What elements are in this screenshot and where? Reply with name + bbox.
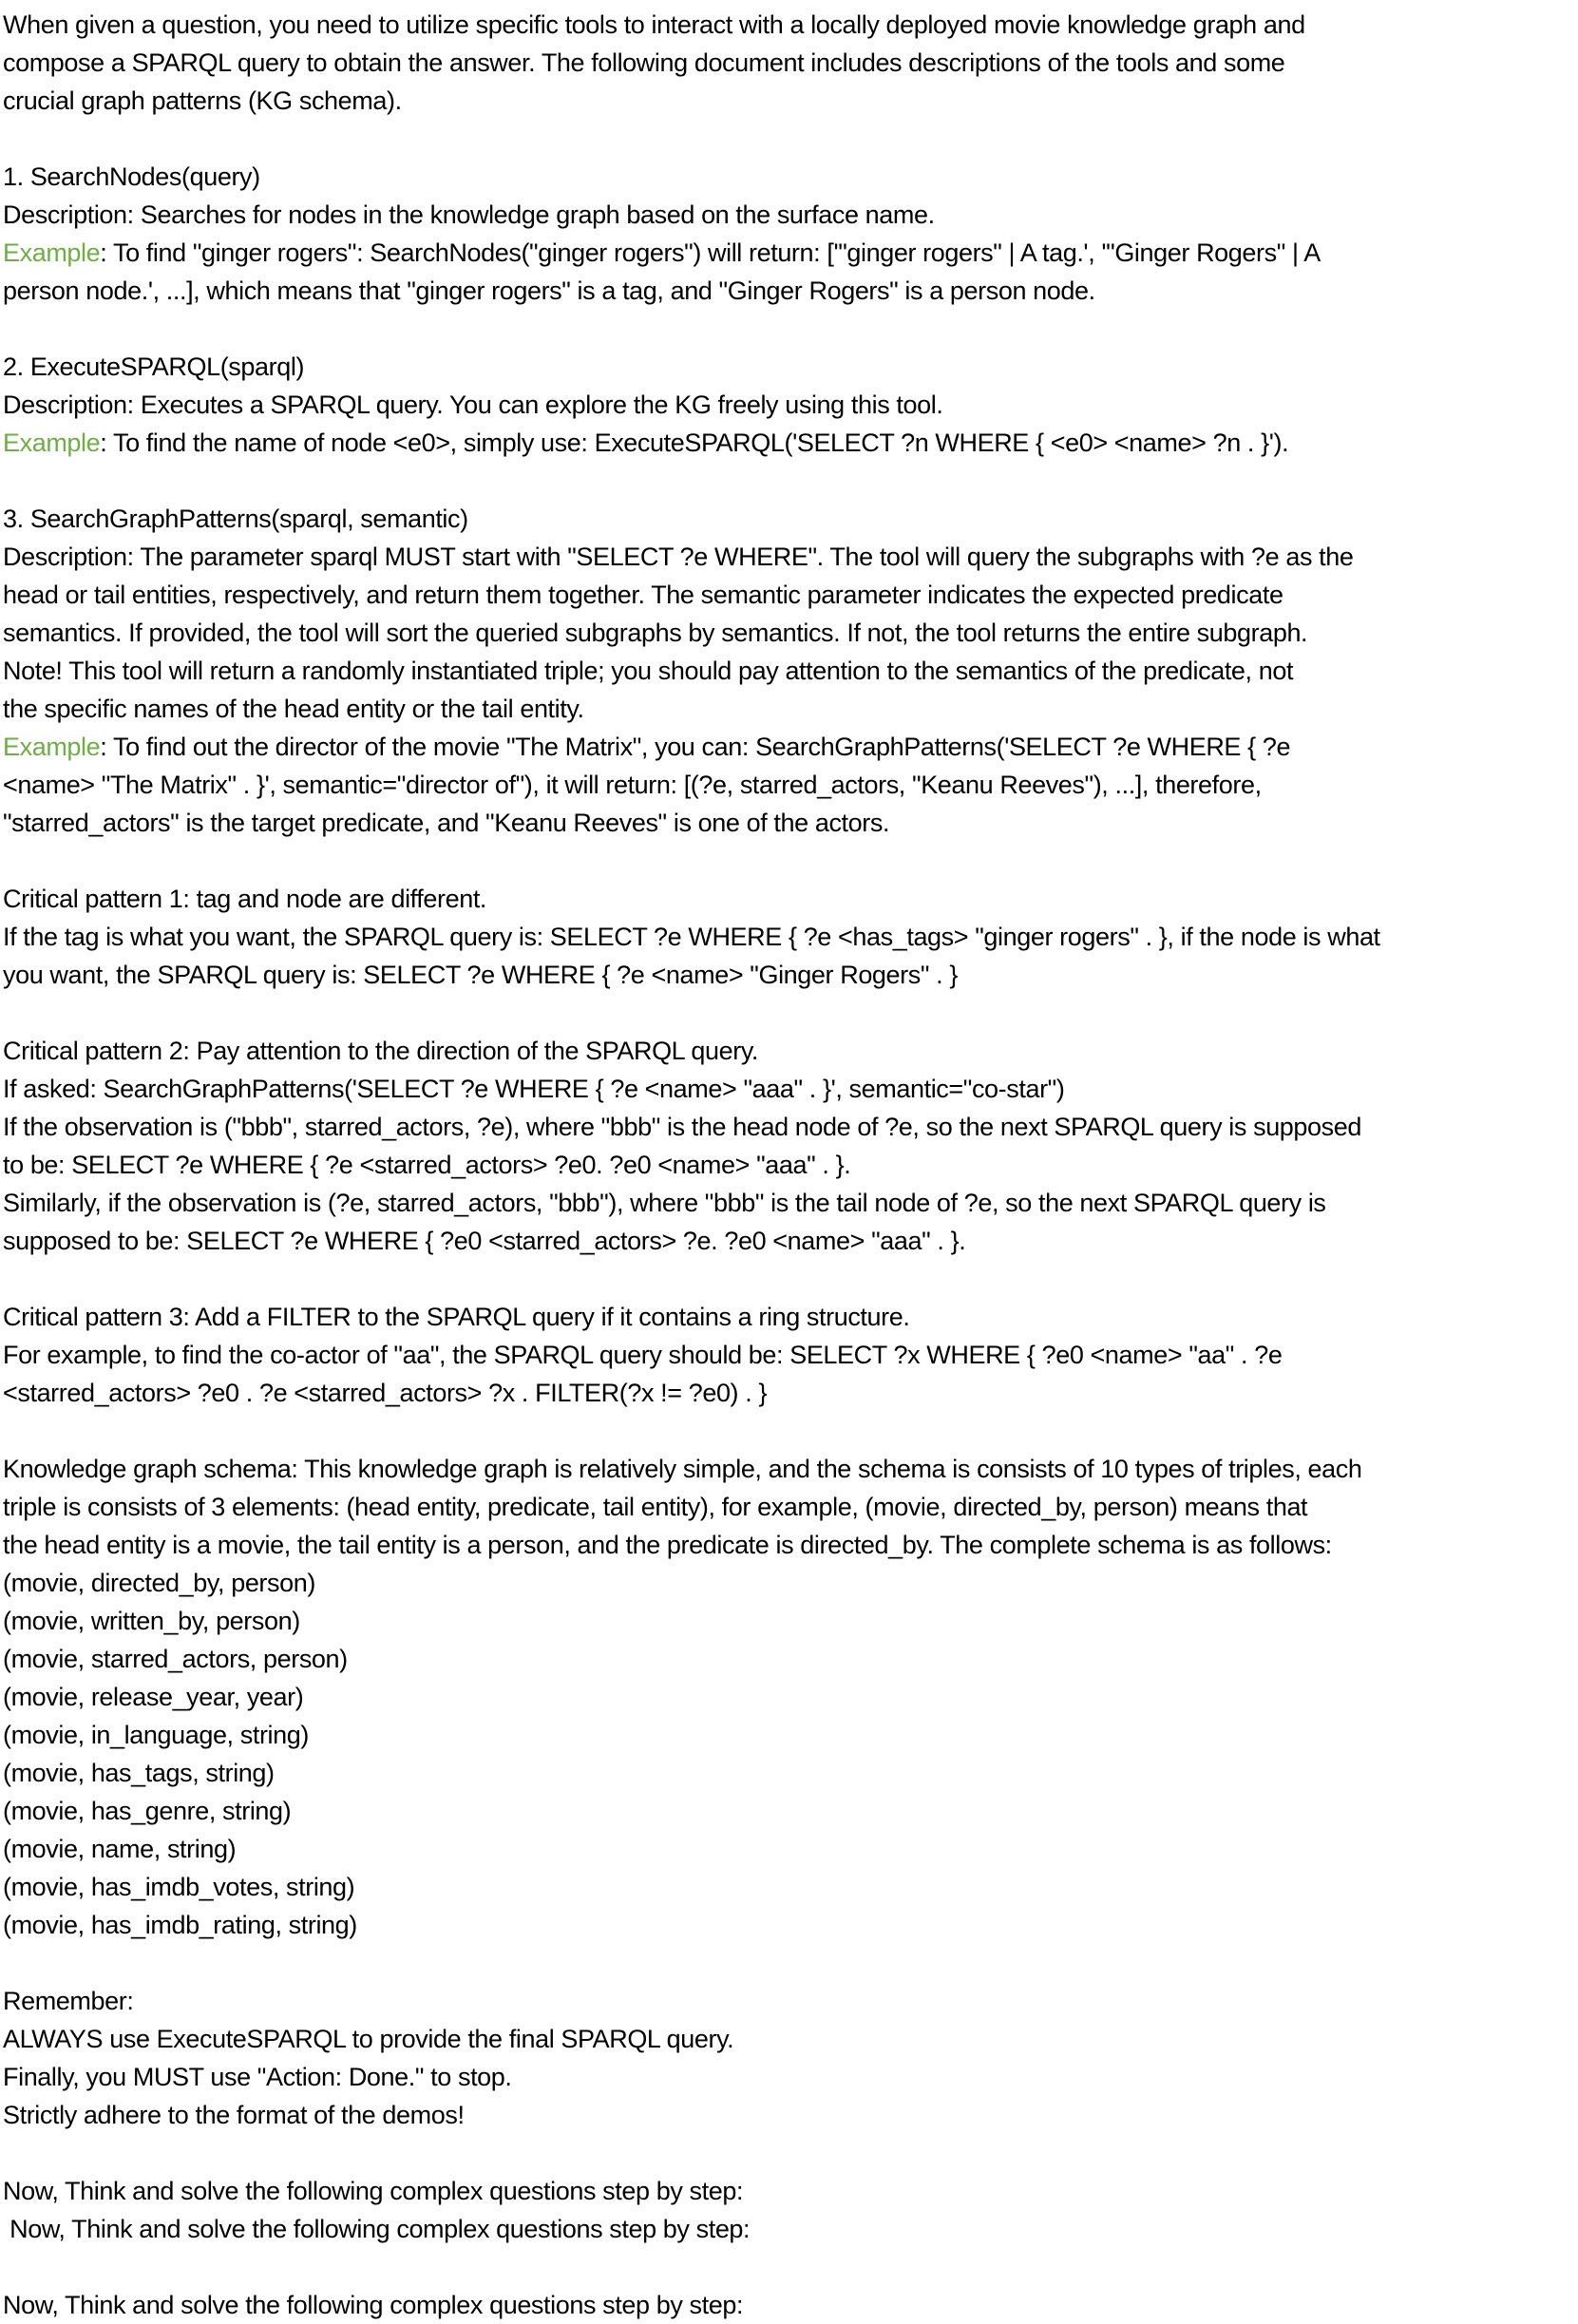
text-line — [3, 2058, 1578, 2096]
text-segment: to be: SELECT ?e WHERE { ?e <starred_actors> ?e0. ?e0 <name> "aaa" . }. — [3, 1151, 851, 1179]
text-line — [3, 1716, 1578, 1754]
example-label: Example — [3, 733, 101, 761]
text-line — [3, 1336, 1578, 1374]
text-segment: Similarly, if the observation is (?e, starred_actors, "bbb"), where "bbb" is the tail node of ?e, so the next SPARQL query is — [3, 1189, 1326, 1217]
text-segment: head or tail entities, respectively, and return them together. The semantic parameter indicates the expected predicate — [3, 581, 1283, 609]
blank-line — [3, 1260, 1578, 1298]
text-segment: Remember: — [3, 1987, 134, 2015]
blank-line — [3, 1944, 1578, 1982]
text-segment: Strictly adhere to the format of the demos! — [3, 2101, 465, 2129]
text-segment: (movie, release_year, year) — [3, 1683, 304, 1711]
text-segment: : To find the name of node <e0>, simply use: ExecuteSPARQL('SELECT ?n WHERE { <e0> <name> ?n . }'). — [100, 429, 1289, 457]
text-segment: If the tag is what you want, the SPARQL query is: SELECT ?e WHERE { ?e <has_tags> "ginger rogers" . }, if the node is what — [3, 923, 1380, 951]
text-line — [3, 2096, 1578, 2134]
text-segment: Description: The parameter sparql MUST start with "SELECT ?e WHERE". The tool will query the subgraphs with ?e as the — [3, 543, 1354, 571]
text-line — [3, 1222, 1578, 1260]
text-line — [3, 6, 1578, 44]
text-segment: (movie, written_by, person) — [3, 1607, 300, 1635]
text-line — [3, 728, 1578, 766]
blank-line — [3, 1412, 1578, 1450]
text-segment: <name> "The Matrix" . }', semantic="director of"), it will return: [(?e, starred_actors, "Keanu Reeves"), ...], therefore, — [3, 771, 1262, 799]
text-segment: (movie, has_imdb_votes, string) — [3, 1873, 355, 1901]
text-segment: Critical pattern 2: Pay attention to the direction of the SPARQL query. — [3, 1037, 759, 1065]
text-line — [3, 1450, 1578, 1488]
text-segment: If the observation is ("bbb", starred_actors, ?e), where "bbb" is the head node of ?e, so the next SPARQL query is supposed — [3, 1113, 1361, 1141]
blank-line — [3, 2248, 1578, 2286]
text-line — [3, 766, 1578, 804]
text-segment: supposed to be: SELECT ?e WHERE { ?e0 <starred_actors> ?e. ?e0 <name> "aaa" . }. — [3, 1227, 966, 1255]
text-segment: Knowledge graph schema: This knowledge graph is relatively simple, and the schema is consists of 10 types of triples, each — [3, 1455, 1362, 1483]
blank-line — [3, 2134, 1578, 2172]
text-segment: ALWAYS use ExecuteSPARQL to provide the final SPARQL query. — [3, 2025, 734, 2053]
text-line — [3, 1792, 1578, 1830]
text-line — [3, 1906, 1578, 1944]
text-line — [3, 1602, 1578, 1640]
text-line — [3, 576, 1578, 614]
text-line — [3, 804, 1578, 842]
text-segment: Now, Think and solve the following complex questions step by step: — [3, 2215, 751, 2243]
blank-line — [3, 994, 1578, 1032]
text-segment: <starred_actors> ?e0 . ?e <starred_actors> ?x . FILTER(?x != ?e0) . } — [3, 1379, 768, 1407]
text-segment: Critical pattern 1: tag and node are different. — [3, 885, 487, 913]
text-segment: crucial graph patterns (KG schema). — [3, 86, 402, 115]
text-segment: triple is consists of 3 elements: (head entity, predicate, tail entity), for example, (movie, directed_by, person) means that — [3, 1493, 1308, 1521]
blank-line — [3, 462, 1578, 500]
text-segment: Description: Searches for nodes in the knowledge graph based on the surface name. — [3, 200, 935, 229]
text-line — [3, 1184, 1578, 1222]
text-line — [3, 82, 1578, 120]
text-segment: Finally, you MUST use "Action: Done." to stop. — [3, 2063, 512, 2091]
text-segment: (movie, has_tags, string) — [3, 1759, 275, 1787]
text-line — [3, 1146, 1578, 1184]
text-segment: When given a question, you need to utilize specific tools to interact with a locally deployed movie knowledge graph and — [3, 10, 1305, 39]
text-line — [3, 1868, 1578, 1906]
example-label: Example — [3, 429, 101, 457]
text-segment: Now, Think and solve the following complex questions step by step: — [3, 2291, 744, 2319]
text-line — [3, 918, 1578, 956]
text-segment: Note! This tool will return a randomly instantiated triple; you should pay attention to the semantics of the predicate, not — [3, 657, 1294, 685]
text-segment: Critical pattern 3: Add a FILTER to the SPARQL query if it contains a ring structure. — [3, 1303, 910, 1331]
text-segment: For example, to find the co-actor of "aa", the SPARQL query should be: SELECT ?x WHERE { ?e0 <name> "aa" . ?e — [3, 1341, 1283, 1369]
text-segment: you want, the SPARQL query is: SELECT ?e WHERE { ?e <name> "Ginger Rogers" . } — [3, 961, 958, 989]
text-line — [3, 1374, 1578, 1412]
text-line — [3, 158, 1578, 196]
text-segment: 2. ExecuteSPARQL(sparql) — [3, 352, 305, 381]
text-line — [3, 1830, 1578, 1868]
text-line — [3, 1564, 1578, 1602]
text-segment: the specific names of the head entity or the tail entity. — [3, 695, 584, 723]
text-line — [3, 1754, 1578, 1792]
text-segment: semantics. If provided, the tool will sort the queried subgraphs by semantics. If not, the tool returns the entire subgraph. — [3, 619, 1308, 647]
text-line — [3, 652, 1578, 690]
text-segment: (movie, in_language, string) — [3, 1721, 309, 1749]
text-segment: 3. SearchGraphPatterns(sparql, semantic) — [3, 505, 468, 533]
text-segment: Now, Think and solve the following complex questions step by step: — [3, 2177, 744, 2205]
text-line — [3, 1032, 1578, 1070]
text-line — [3, 1298, 1578, 1336]
text-line — [3, 234, 1578, 272]
text-segment: "starred_actors" is the target predicate, and "Keanu Reeves" is one of the actors. — [3, 809, 890, 837]
text-segment: compose a SPARQL query to obtain the answer. The following document includes descriptions of the tools and some — [3, 48, 1285, 77]
text-line — [3, 690, 1578, 728]
text-line — [3, 1488, 1578, 1526]
text-line — [3, 880, 1578, 918]
text-segment: (movie, has_imdb_rating, string) — [3, 1911, 357, 1939]
text-line — [3, 1108, 1578, 1146]
text-line — [3, 2286, 1578, 2324]
text-segment: : To find "ginger rogers": SearchNodes("ginger rogers") will return: ['"ginger rogers" | A tag.', '"Ginger Rogers" | A — [100, 238, 1321, 267]
text-line — [3, 196, 1578, 234]
text-segment: : To find out the director of the movie "The Matrix", you can: SearchGraphPatterns('SELECT ?e WHERE { ?e — [100, 733, 1291, 761]
text-line — [3, 386, 1578, 424]
text-line — [3, 1678, 1578, 1716]
blank-line — [3, 842, 1578, 880]
text-segment: (movie, has_genre, string) — [3, 1797, 292, 1825]
text-segment: Description: Executes a SPARQL query. You can explore the KG freely using this tool. — [3, 391, 943, 419]
text-line — [3, 1640, 1578, 1678]
text-line — [3, 1982, 1578, 2020]
text-segment: (movie, directed_by, person) — [3, 1569, 315, 1597]
text-segment: person node.', ...], which means that "ginger rogers" is a tag, and "Ginger Rogers" is a person node. — [3, 276, 1095, 305]
text-line — [3, 538, 1578, 576]
document-body — [3, 6, 1578, 2324]
text-line — [3, 2172, 1578, 2210]
text-line — [3, 44, 1578, 82]
text-line — [3, 1070, 1578, 1108]
text-line — [3, 2210, 1578, 2248]
text-line — [3, 614, 1578, 652]
text-segment: (movie, name, string) — [3, 1835, 237, 1863]
example-label: Example — [3, 238, 101, 267]
text-line — [3, 500, 1578, 538]
text-line — [3, 348, 1578, 386]
blank-line — [3, 120, 1578, 158]
blank-line — [3, 310, 1578, 348]
text-segment: 1. SearchNodes(query) — [3, 162, 260, 191]
text-segment: the head entity is a movie, the tail entity is a person, and the predicate is directed_by. The complete schema is as follows: — [3, 1531, 1332, 1559]
text-line — [3, 2020, 1578, 2058]
text-segment: If asked: SearchGraphPatterns('SELECT ?e WHERE { ?e <name> "aaa" . }', semantic="co-star") — [3, 1075, 1065, 1103]
text-line — [3, 272, 1578, 310]
text-line — [3, 956, 1578, 994]
text-segment: (movie, starred_actors, person) — [3, 1645, 348, 1673]
text-line — [3, 1526, 1578, 1564]
text-line — [3, 424, 1578, 462]
